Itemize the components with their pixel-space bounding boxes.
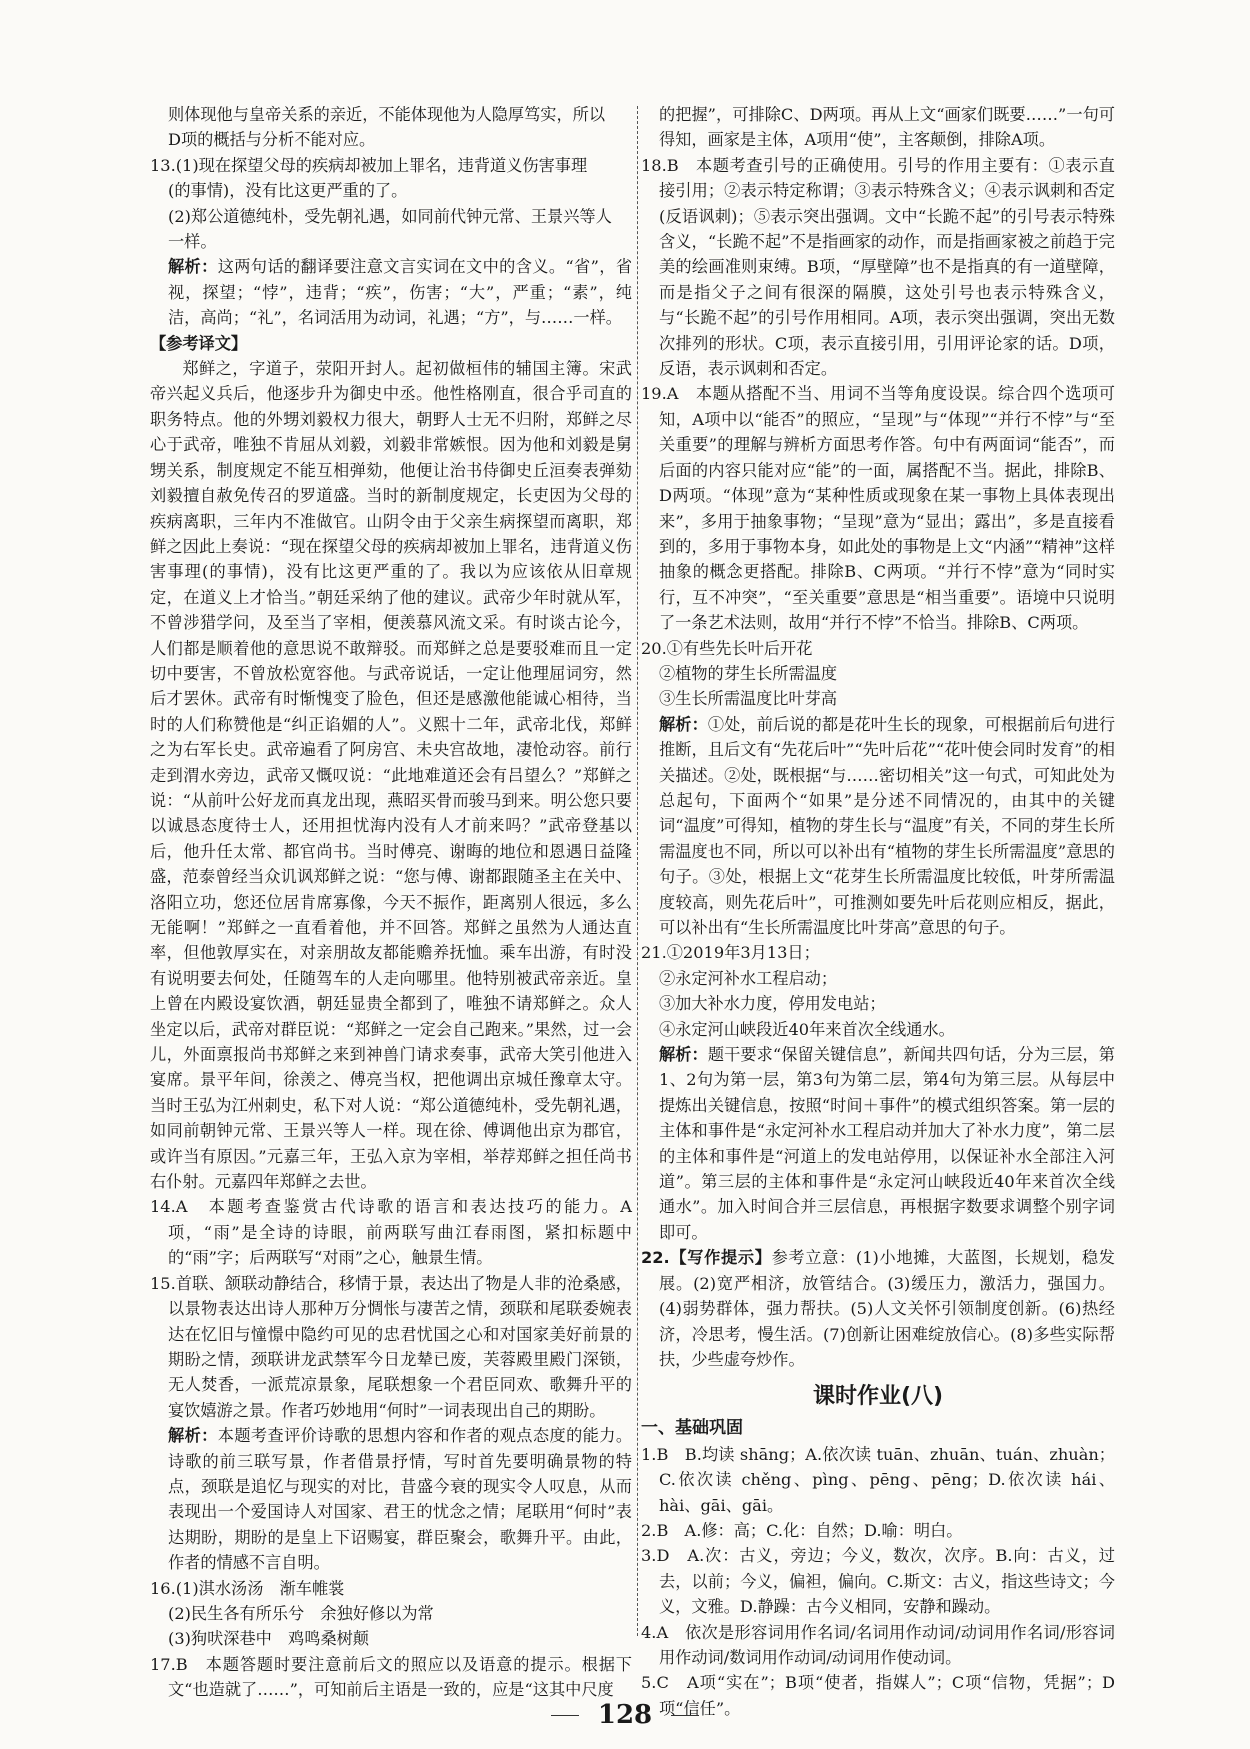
paragraph-text: 参考立意：(1)小地摊，大蓝图，长规划，稳发展。(2)宽严相济，放管结合。(3)缓压力，激活力，强国力。(4)弱势群体，强力帮扶。(5)人文关怀引领制度创新。(6)热经济，冷思考，慢生活。(7)创新让困难绽放信心。(8)多些实际帮扶，少些虚夸炒作。	[659, 1248, 1115, 1369]
paragraph-text: 题干要求“保留关键信息”，新闻共四句话，分为三层，第1、2句为第一层，第3句为第二层，第4句为第三层。从每层中提炼出关键信息，按照“时间＋事件”的模式组织答案。第一层的主体和事件是“永定河补水工程启动并加大了补水力度”，第二层的主体和事件是“河道上的发电站停用，以保证补水全部注入河道”。第三层的主体和事件是“永定河山峡段近40年来首次全线通水”。加入时间合并三层信息，再根据字数要求调整个别字词即可。	[659, 1045, 1115, 1242]
paragraph	[641, 661, 1115, 686]
paragraph	[641, 381, 1115, 635]
paragraph-text: ②永定河补水工程启动；	[659, 968, 838, 988]
paragraph-text: 18.B 本题考查引号的正确使用。引号的作用主要有：①表示直接引用；②表示特定称谓；③表示特殊含义；④表示讽刺和否定(反语讽刺)；⑤表示突出强调。文中“长跪不起”的引号表示特殊含义，“长跪不起”不是指画家的动作，而是指画家被之前趋于完美的绘画准则束缚。B项，“厚壁障”也不是指真的有一道壁障，而是指父子之间有很深的隔膜，这处引号也表示特殊含义，与“长跪不起”的引号作用相同。A项，表示突出强调，突出无数次排列的形状。C项，表示直接引用，引用评论家的话。D项，反语，表示讽刺和否定。	[641, 155, 1115, 379]
paragraph	[150, 153, 632, 178]
paragraph-text: ②植物的芽生长所需温度	[659, 663, 838, 683]
paragraph	[150, 1271, 632, 1423]
paragraph-text: 本题考查评价诗歌的思想内容和作者的观点态度的能力。诗歌的前三联写景，作者借景抒情，写时首先要明确景物的特点，颈联是追忆与现实的对比，昔盛今衰的现实令人叹息，从而表现出一个爱国诗人对国家、君王的忧念之情；尾联用“何时”表达期盼，期盼的是皇上下诏赐宴，群臣聚会，歌舞升平。由此，作者的情感不言自明。	[168, 1426, 633, 1573]
paragraph-text: 的把握”，可排除C、D两项。再从上文“画家们既要……”一句可得知，画家是主体，A项用“使”，主客颠倒，排除A项。	[659, 105, 1115, 150]
paragraph-text: (2)民生各有所乐兮 余独好修以为常	[168, 1603, 434, 1623]
paragraph	[641, 1620, 1115, 1671]
paragraph-text: 4.A 依次是形容词用作名词/名词用作动词/动词用作名词/形容词用作动词/数词用作动词/动词用作使动词。	[641, 1622, 1115, 1667]
paragraph-text: ③生长所需温度比叶芽高	[659, 689, 838, 709]
paragraph-text: 2.B A.修：高；C.化：自然；D.喻：明白。	[641, 1520, 963, 1540]
column-divider	[637, 106, 638, 1636]
left-column	[150, 102, 632, 1703]
paragraph	[641, 1442, 1115, 1518]
paragraph	[150, 1194, 632, 1270]
paragraph	[641, 1017, 1115, 1042]
paragraph-text: D项的概括与分析不能对应。	[168, 130, 376, 150]
paragraph	[641, 1543, 1115, 1619]
paragraph-text: 这两句话的翻译要注意文言实词在文中的含义。“省”，省视，探望；“悖”，违背；“疾”，伤害；“大”，严重；“素”，纯洁，高尚；“礼”，名词活用为动词，礼遇；“方”，与……一样。	[168, 257, 633, 328]
paragraph	[150, 102, 632, 127]
paragraph-text: ③加大补水力度，停用发电站；	[659, 994, 886, 1014]
paragraph	[641, 153, 1115, 382]
right-column	[641, 102, 1115, 1721]
paragraph	[641, 686, 1115, 711]
paragraph-text: 郑鲜之，字道子，荥阳开封人。起初做桓伟的辅国主簿。宋武帝兴起义兵后，他逐步升为御史中丞。他性格刚直，很合乎司直的职务特点。他的外甥刘毅权力很大，朝野人士无不归附，郑鲜之尽心于武帝，唯独不肯屈从刘毅，刘毅非常嫉恨。因为他和刘毅是舅甥关系，制度规定不能互相弹劾，他便让治书侍御史丘洹奏表弹劾刘毅擅自赦免传召的罗道盛。当时的新制度规定，长吏因为父母的疾病离职，三年内不准做官。山阴令由于父亲生病探望而离职，郑鲜之因此上奏说：“现在探望父母的疾病却被加上罪名，违背道义伤害事理(的事情)，没有比这更严重的了。我以为应该依从旧章规定，在道义上才恰当。”朝廷采纳了他的建议。武帝少年时就从军，不曾涉猎学问，及至当了宰相，便羡慕风流文采。有时谈古论今，人们都是顺着他的意思说不敢辩驳。而郑鲜之总是要驳难而且一定切中要害，不曾放松宽容他。与武帝说话，一定让他理屈词穷，然后才罢休。武帝有时惭愧变了脸色，但还是感激他能诚心相待，当时的人们称赞他是“纠正谄媚的人”。义熙十二年，武帝北伐，郑鲜之为右军长史。武帝遍看了阿房宫、未央宫故地，凄怆动容。前行走到渭水旁边，武帝又慨叹说：“此地难道还会有吕望么？”郑鲜之说：“从前叶公好龙而真龙出现，燕昭买骨而骏马到来。明公您只要以诚恳态度待士人，还用担忧海内没有人才前来吗？”武帝登基以后，他升任太常、都官尚书。当时傅亮、谢晦的地位和恩遇日益隆盛，范泰曾经当众讥讽郑鲜之说：“您与傅、谢都跟随圣主在关中、洛阳立功，您还位居肯席寡像，今天不振作，距离别人很远，多么无能啊！”郑鲜之一直看着他，并不回答。郑鲜之虽然为人通达直率，但他敦厚实在，对亲朋故友都能赡养抚恤。乘车出游，有时没有说明要去何处，任随驾车的人走向哪里。他特别被武帝亲近。皇上曾在内殿设宴饮酒，朝廷显贵全都到了，唯独不请郑鲜之。众人坐定以后，武帝对群臣说：“郑鲜之一定会自己跑来。”果然，过一会儿，外面禀报尚书郑鲜之来到神兽门请求奏事，武帝大笑引他进入宴席。景平年间，徐羡之、傅亮当权，把他调出京城任豫章太守。当时王弘为江州刺史，私下对人说：“郑公道德纯朴，受先朝礼遇，如同前朝钟元常、王景兴等人一样。现在徐、傅调他出京为郡官，或许当有原因。”元嘉三年，王弘入京为宰相，举荐郑鲜之担任尚书右仆射。元嘉四年郑鲜之去世。	[150, 359, 632, 1192]
paragraph	[641, 991, 1115, 1016]
paragraph-text: 20.①有些先长叶后开花	[641, 638, 813, 658]
paragraph-text: (的事情)，没有比这更严重的了。	[168, 181, 408, 201]
paragraph-text: 15.首联、颔联动静结合，移情于景，表达出了物是人非的沧桑感，以景物表达出诗人那种万分惆怅与凄苦之情，颈联和尾联委婉表达在忆旧与憧憬中隐约可见的忠君忧国之心和对国家美好前景的期盼之情，颈联讲龙武禁军今日龙辇已废，芙蓉殿里殿门深锁，无人焚香，一派荒凉景象，尾联想象一个君臣同欢、歌舞升平的宴饮嬉游之景。作者巧妙地用“何时”一词表现出自己的期盼。	[150, 1273, 632, 1420]
paragraph	[150, 254, 632, 330]
page-number: 128	[597, 1700, 653, 1730]
paragraph	[150, 1576, 632, 1601]
paragraph-label: 解析：	[659, 1045, 708, 1065]
paragraph	[150, 331, 632, 356]
paragraph	[150, 204, 632, 229]
paragraph	[150, 1652, 632, 1703]
paragraph-label: 解析：	[168, 257, 218, 277]
paragraph	[150, 178, 632, 203]
paragraph-text: 17.B 本题答题时要注意前后文的照应以及语意的提示。根据下文“也造就了……”，可知前后主语是一致的，应是“这其中尺度	[150, 1654, 632, 1700]
paragraph	[641, 1245, 1115, 1372]
paragraph-text: 19.A 本题从搭配不当、用词不当等角度设误。综合四个选项可知，A项中以“能否”的照应，“呈现”与“体现”“并行不悖”与“至关重要”的理解与辨析方面思考作答。句中有两面词“能否”，而后面的内容只能对应“能”的一面，属搭配不当。据此，排除B、D两项。“体现”意为“某种性质或现象在某一事物上具体表现出来”，多用于抽象事物；“呈现”意为“显出；露出”，多是直接看到的，多用于事物本身，如此处的事物是上文“内涵”“精神”这样抽象的概念更搭配。排除B、C两项。“并行不悖”意为“同时实行，互不冲突”，“至关重要”意思是“相当重要”。语境中只说明了一条艺术法则，故用“并行不悖”不恰当。排除B、C两项。	[641, 384, 1115, 633]
subsection-heading: 一、基础巩固	[641, 1418, 743, 1439]
paragraph	[150, 1601, 632, 1626]
paragraph	[150, 1626, 632, 1651]
footer-rule-right	[671, 1715, 699, 1716]
page-footer	[0, 1700, 1250, 1730]
paragraph-text: 13.(1)现在探望父母的疾病却被加上罪名，违背道义伤害事理	[150, 155, 588, 175]
paragraph-text: 14.A 本题考查鉴赏古代诗歌的语言和表达技巧的能力。A项，“雨”是全诗的诗眼，前两联写曲江春雨图，紧扣标题中的“雨”字；后两联写“对雨”之心，触景生情。	[150, 1197, 632, 1268]
paragraph	[641, 1518, 1115, 1543]
paragraph-label: 解析：	[168, 1426, 218, 1446]
paragraph	[150, 127, 632, 152]
paragraph	[641, 636, 1115, 661]
paragraph	[641, 966, 1115, 991]
paragraph-label: 解析：	[659, 714, 708, 734]
paragraph	[150, 356, 632, 1194]
paragraph-text: 1.B B.均读 shāng；A.依次读 tuān、zhuān、tuán、zhuàn；C.依次读 chěng、pìng、pēng、pēng；D.依次读 hái、hài、gāi、gāi。	[641, 1444, 1115, 1515]
paragraph-text: 16.(1)淇水汤汤 渐车帷裳	[150, 1578, 345, 1598]
paragraph-text: 21.①2019年3月13日；	[641, 943, 820, 963]
section-title: 课时作业(八)	[812, 1384, 944, 1410]
paragraph	[150, 229, 632, 254]
paragraph-text: (3)狗吠深巷中 鸡鸣桑树颠	[168, 1629, 369, 1649]
paragraph-text: 则体现他与皇帝关系的亲近，不能体现他为人隐厚笃实，所以	[168, 105, 606, 124]
paragraph	[641, 712, 1115, 941]
paragraph-text: ④永定河山峡段近40年来首次全线通水。	[659, 1019, 955, 1039]
paragraph	[641, 940, 1115, 965]
paragraph-text: ①处，前后说的都是花叶生长的现象，可根据前后句进行推断，且后文有“先花后叶”“先叶后花”“花叶使会同时发育”的相关描述。②处，既根据“与……密切相关”这一句式，可知此处为总起句，下面两个“如果”是分述不同情况的，由其中的关键词“温度”可得知，植物的芽生长与“温度”有关，不同的芽生长所需温度也不同，所以可以补出有“植物的芽生长所需温度”意思的句子。③处，根据上文“花芽生长所需温度比较低，叶芽所需温度较高，则先花后叶”，可推测如要先叶后花则应相反，据此，可以补出有“生长所需温度比叶芽高”意思的句子。	[659, 714, 1116, 937]
paragraph	[641, 102, 1115, 153]
paragraph	[641, 1042, 1115, 1245]
paragraph-label: 22.【写作提示】	[641, 1248, 772, 1268]
paragraph-label: 【参考译文】	[150, 333, 248, 353]
paragraph	[150, 1423, 632, 1575]
paragraph-text: (2)郑公道德纯朴，受先朝礼遇，如同前代钟元常、王景兴等人	[168, 206, 612, 226]
paragraph-text: 3.D A.次：古义，旁边；今义，数次，次序。B.向：古义，过去，以前；今义，偏袒，偏向。C.斯文：古义，指这些诗文；今义，文雅。D.静躁：古今义相同，安静和躁动。	[641, 1546, 1115, 1617]
footer-rule-left	[551, 1715, 579, 1716]
paragraph-text: 5.C A项“实在”；B项“使者，指媒人”；C项“信物，凭据”；D项“信任”。	[641, 1673, 1115, 1718]
paragraph-text: 一样。	[168, 232, 217, 252]
